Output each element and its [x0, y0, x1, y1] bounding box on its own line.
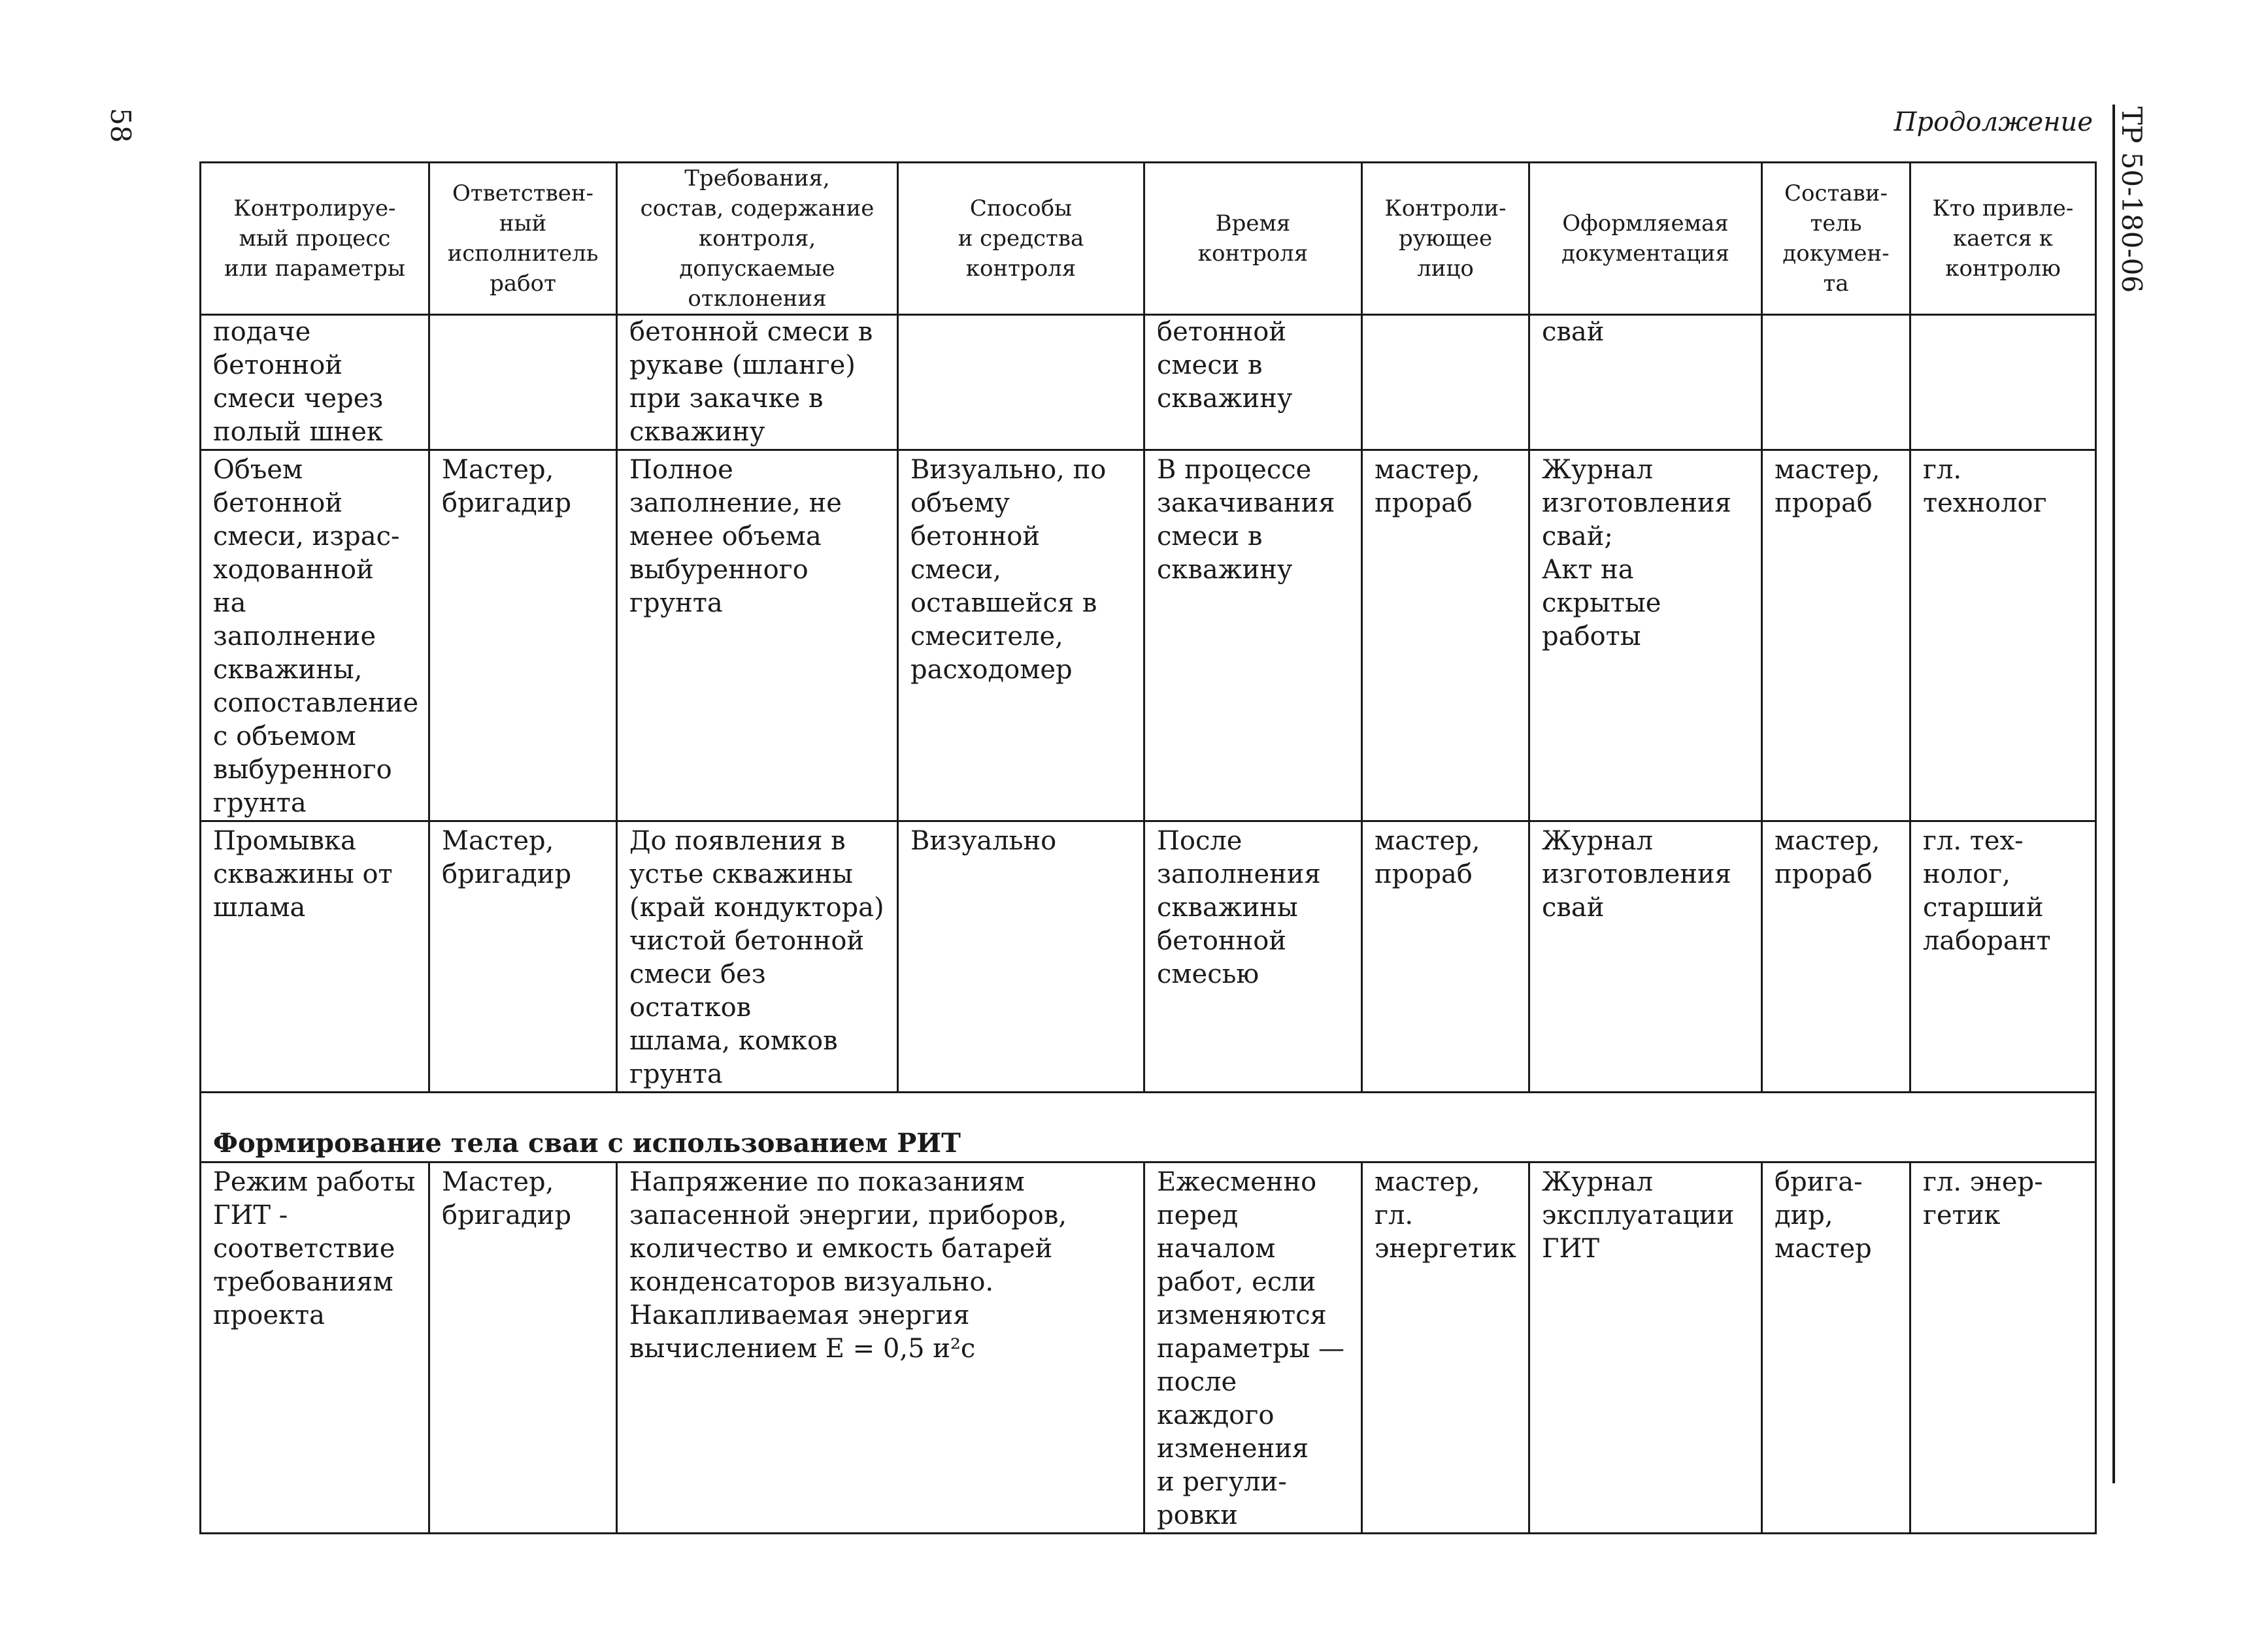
table-cell: мастер, гл. энергетик — [1362, 1162, 1529, 1534]
table-row — [201, 821, 2096, 1093]
header-requirements: Требования, состав, содержание контроля, допускаемые отклонения — [617, 163, 898, 315]
table-cell: Мастер, бригадир — [429, 450, 617, 821]
table-cell: гл. тех- нолог, старший лаборант — [1910, 821, 2096, 1093]
table-cell: Журнал эксплуатации ГИТ — [1529, 1162, 1762, 1534]
table-cell: Визуально — [898, 821, 1144, 1093]
header-controlled-process: Контролируе- мый процесс или параметры — [201, 163, 429, 315]
section-row — [201, 1093, 2096, 1162]
table-cell: В процессе закачивания смеси в скважину — [1144, 450, 1362, 821]
table-cell: Ежесменно перед началом работ, если изменяются параметры — после каждого изменения и регули- ровки — [1144, 1162, 1362, 1534]
table-cell: мастер, прораб — [1762, 821, 1910, 1093]
section-title: Формирование тела сваи с использованием РИТ — [201, 1093, 2096, 1162]
page-number: 58 — [105, 108, 137, 143]
table-cell: подаче бетонной смеси через полый шнек — [201, 315, 429, 450]
table-cell — [1762, 315, 1910, 450]
header-involved: Кто привле- кается к контролю — [1910, 163, 2096, 315]
table-cell: Напряжение по показаниям запасенной энергии, приборов, количество и емкость батарей конденсаторов визуально. Накапливаемая энергия вычислением Е = 0,5 и²с — [617, 1162, 1144, 1534]
table-cell: мастер, прораб — [1762, 450, 1910, 821]
table-cell — [429, 315, 617, 450]
table-cell: Полное заполнение, не менее объема выбуренного грунта — [617, 450, 898, 821]
continuation-label: Продолжение — [1893, 107, 2093, 137]
table-cell: бетонной смеси в скважину — [1144, 315, 1362, 450]
table-row — [201, 315, 2096, 450]
table-row — [201, 450, 2096, 821]
header-controller: Контроли- рующее лицо — [1362, 163, 1529, 315]
table-cell: Журнал изготовления свай — [1529, 821, 1762, 1093]
table-cell: Мастер, бригадир — [429, 1162, 617, 1534]
table-cell: мастер, прораб — [1362, 450, 1529, 821]
table-cell — [1910, 315, 2096, 450]
header-time: Время контроля — [1144, 163, 1362, 315]
table-cell: Журнал изготовления свай; Акт на скрытые работы — [1529, 450, 1762, 821]
table-cell: гл. технолог — [1910, 450, 2096, 821]
table-cell: Объем бетонной смеси, израс- ходованной на заполнение скважины, сопоставление с объемом выбуренного грунта — [201, 450, 429, 821]
inspection-table — [199, 161, 2097, 1534]
header-methods: Способы и средства контроля — [898, 163, 1144, 315]
table-cell: Промывка скважины от шлама — [201, 821, 429, 1093]
table-cell: Визуально, по объему бетонной смеси, оставшейся в смесителе, расходомер — [898, 450, 1144, 821]
margin-rule — [2112, 105, 2115, 1483]
table-cell: гл. энер- гетик — [1910, 1162, 2096, 1534]
header-documentation: Оформляемая документация — [1529, 163, 1762, 315]
table-cell — [1362, 315, 1529, 450]
table-cell: Мастер, бригадир — [429, 821, 617, 1093]
table-cell: бетонной смеси в рукаве (шланге) при закачке в скважину — [617, 315, 898, 450]
header-author: Состави- тель докумен- та — [1762, 163, 1910, 315]
table-cell — [898, 315, 1144, 450]
table-cell: Режим работы ГИТ - соответствие требованиям проекта — [201, 1162, 429, 1534]
table-header-row — [201, 163, 2096, 315]
table-cell: брига- дир, мастер — [1762, 1162, 1910, 1534]
table-cell: мастер, прораб — [1362, 821, 1529, 1093]
header-responsible: Ответствен- ный исполнитель работ — [429, 163, 617, 315]
table-cell: После заполнения скважины бетонной смесью — [1144, 821, 1362, 1093]
table-row — [201, 1162, 2096, 1534]
table-cell: До появления в устье скважины (край кондуктора) чистой бетонной смеси без остатков шлама, комков грунта — [617, 821, 898, 1093]
table-cell: свай — [1529, 315, 1762, 450]
document-code: ТР 50-180-06 — [2116, 107, 2148, 293]
